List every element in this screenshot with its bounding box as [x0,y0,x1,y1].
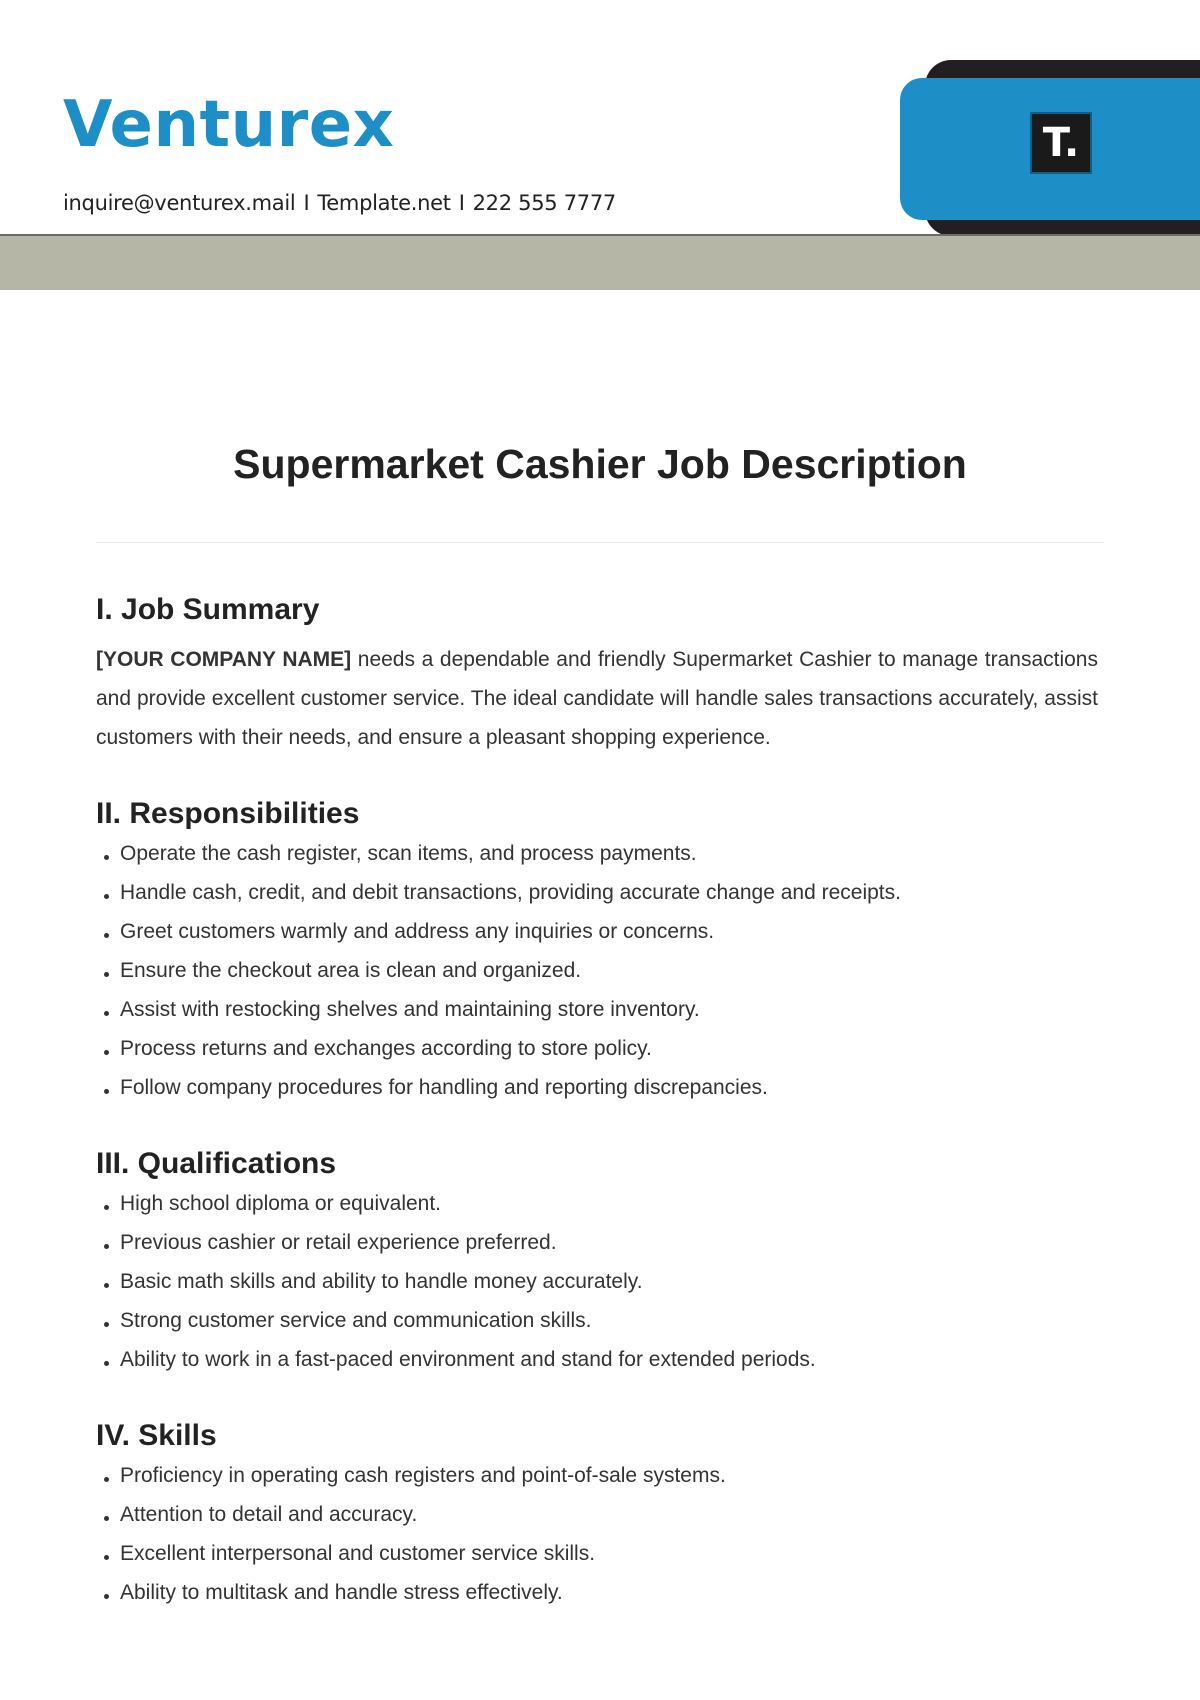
title-divider [96,542,1104,543]
list-item: Excellent interpersonal and customer service skills. [96,1534,1098,1573]
contact-line [63,191,616,215]
section-heading: III. Qualifications [96,1147,337,1180]
section-skills [96,1416,1098,1612]
list-item: Operate the cash register, scan items, and process payments. [96,834,1098,873]
section-heading: II. Responsibilities [96,797,360,830]
list-item: Ensure the checkout area is clean and organized. [96,951,1098,990]
list-item: Greet customers warmly and address any inquiries or concerns. [96,912,1098,951]
list-item: Previous cashier or retail experience preferred. [96,1223,1098,1262]
company-placeholder: [YOUR COMPANY NAME] [96,648,352,671]
contact-website: Template.net [317,191,451,215]
separator: I [458,191,465,215]
separator: I [303,191,310,215]
section-responsibilities [96,794,1098,1107]
list-item: Assist with restocking shelves and maintaining store inventory. [96,990,1098,1029]
list-item: Handle cash, credit, and debit transactions, providing accurate change and receipts. [96,873,1098,912]
list-item: Proficiency in operating cash registers and point-of-sale systems. [96,1456,1098,1495]
company-brand: Venturex [63,88,395,162]
section-job-summary [96,590,1098,757]
logo-text: T. [1042,120,1080,166]
skills-list [96,1456,1098,1612]
list-item: Basic math skills and ability to handle money accurately. [96,1262,1098,1301]
section-heading: I. Job Summary [96,593,320,626]
list-item: Strong customer service and communication skills. [96,1301,1098,1340]
list-item: Ability to multitask and handle stress effectively. [96,1573,1098,1612]
qualifications-list [96,1184,1098,1379]
list-item: Attention to detail and accuracy. [96,1495,1098,1534]
template-logo [1030,112,1092,174]
section-qualifications [96,1144,1098,1379]
header-band [0,236,1200,290]
list-item: High school diploma or equivalent. [96,1184,1098,1223]
section-heading: IV. Skills [96,1419,217,1452]
summary-paragraph [96,640,1098,757]
list-item: Ability to work in a fast-paced environment and stand for extended periods. [96,1340,1098,1379]
responsibilities-list [96,834,1098,1107]
document-body [96,590,1098,1649]
list-item: Process returns and exchanges according to store policy. [96,1029,1098,1068]
contact-email: inquire@venturex.mail [63,191,296,215]
document-title: Supermarket Cashier Job Description [233,441,967,487]
summary-text: needs a dependable and friendly Supermarket Cashier to manage transactions and provide excellent customer service. The ideal candidate will handle sales transactions accurately, assist customers with their needs, and ensure a pleasant shopping experience. [96,648,1098,749]
list-item: Follow company procedures for handling and reporting discrepancies. [96,1068,1098,1107]
contact-phone: 222 555 7777 [472,191,616,215]
